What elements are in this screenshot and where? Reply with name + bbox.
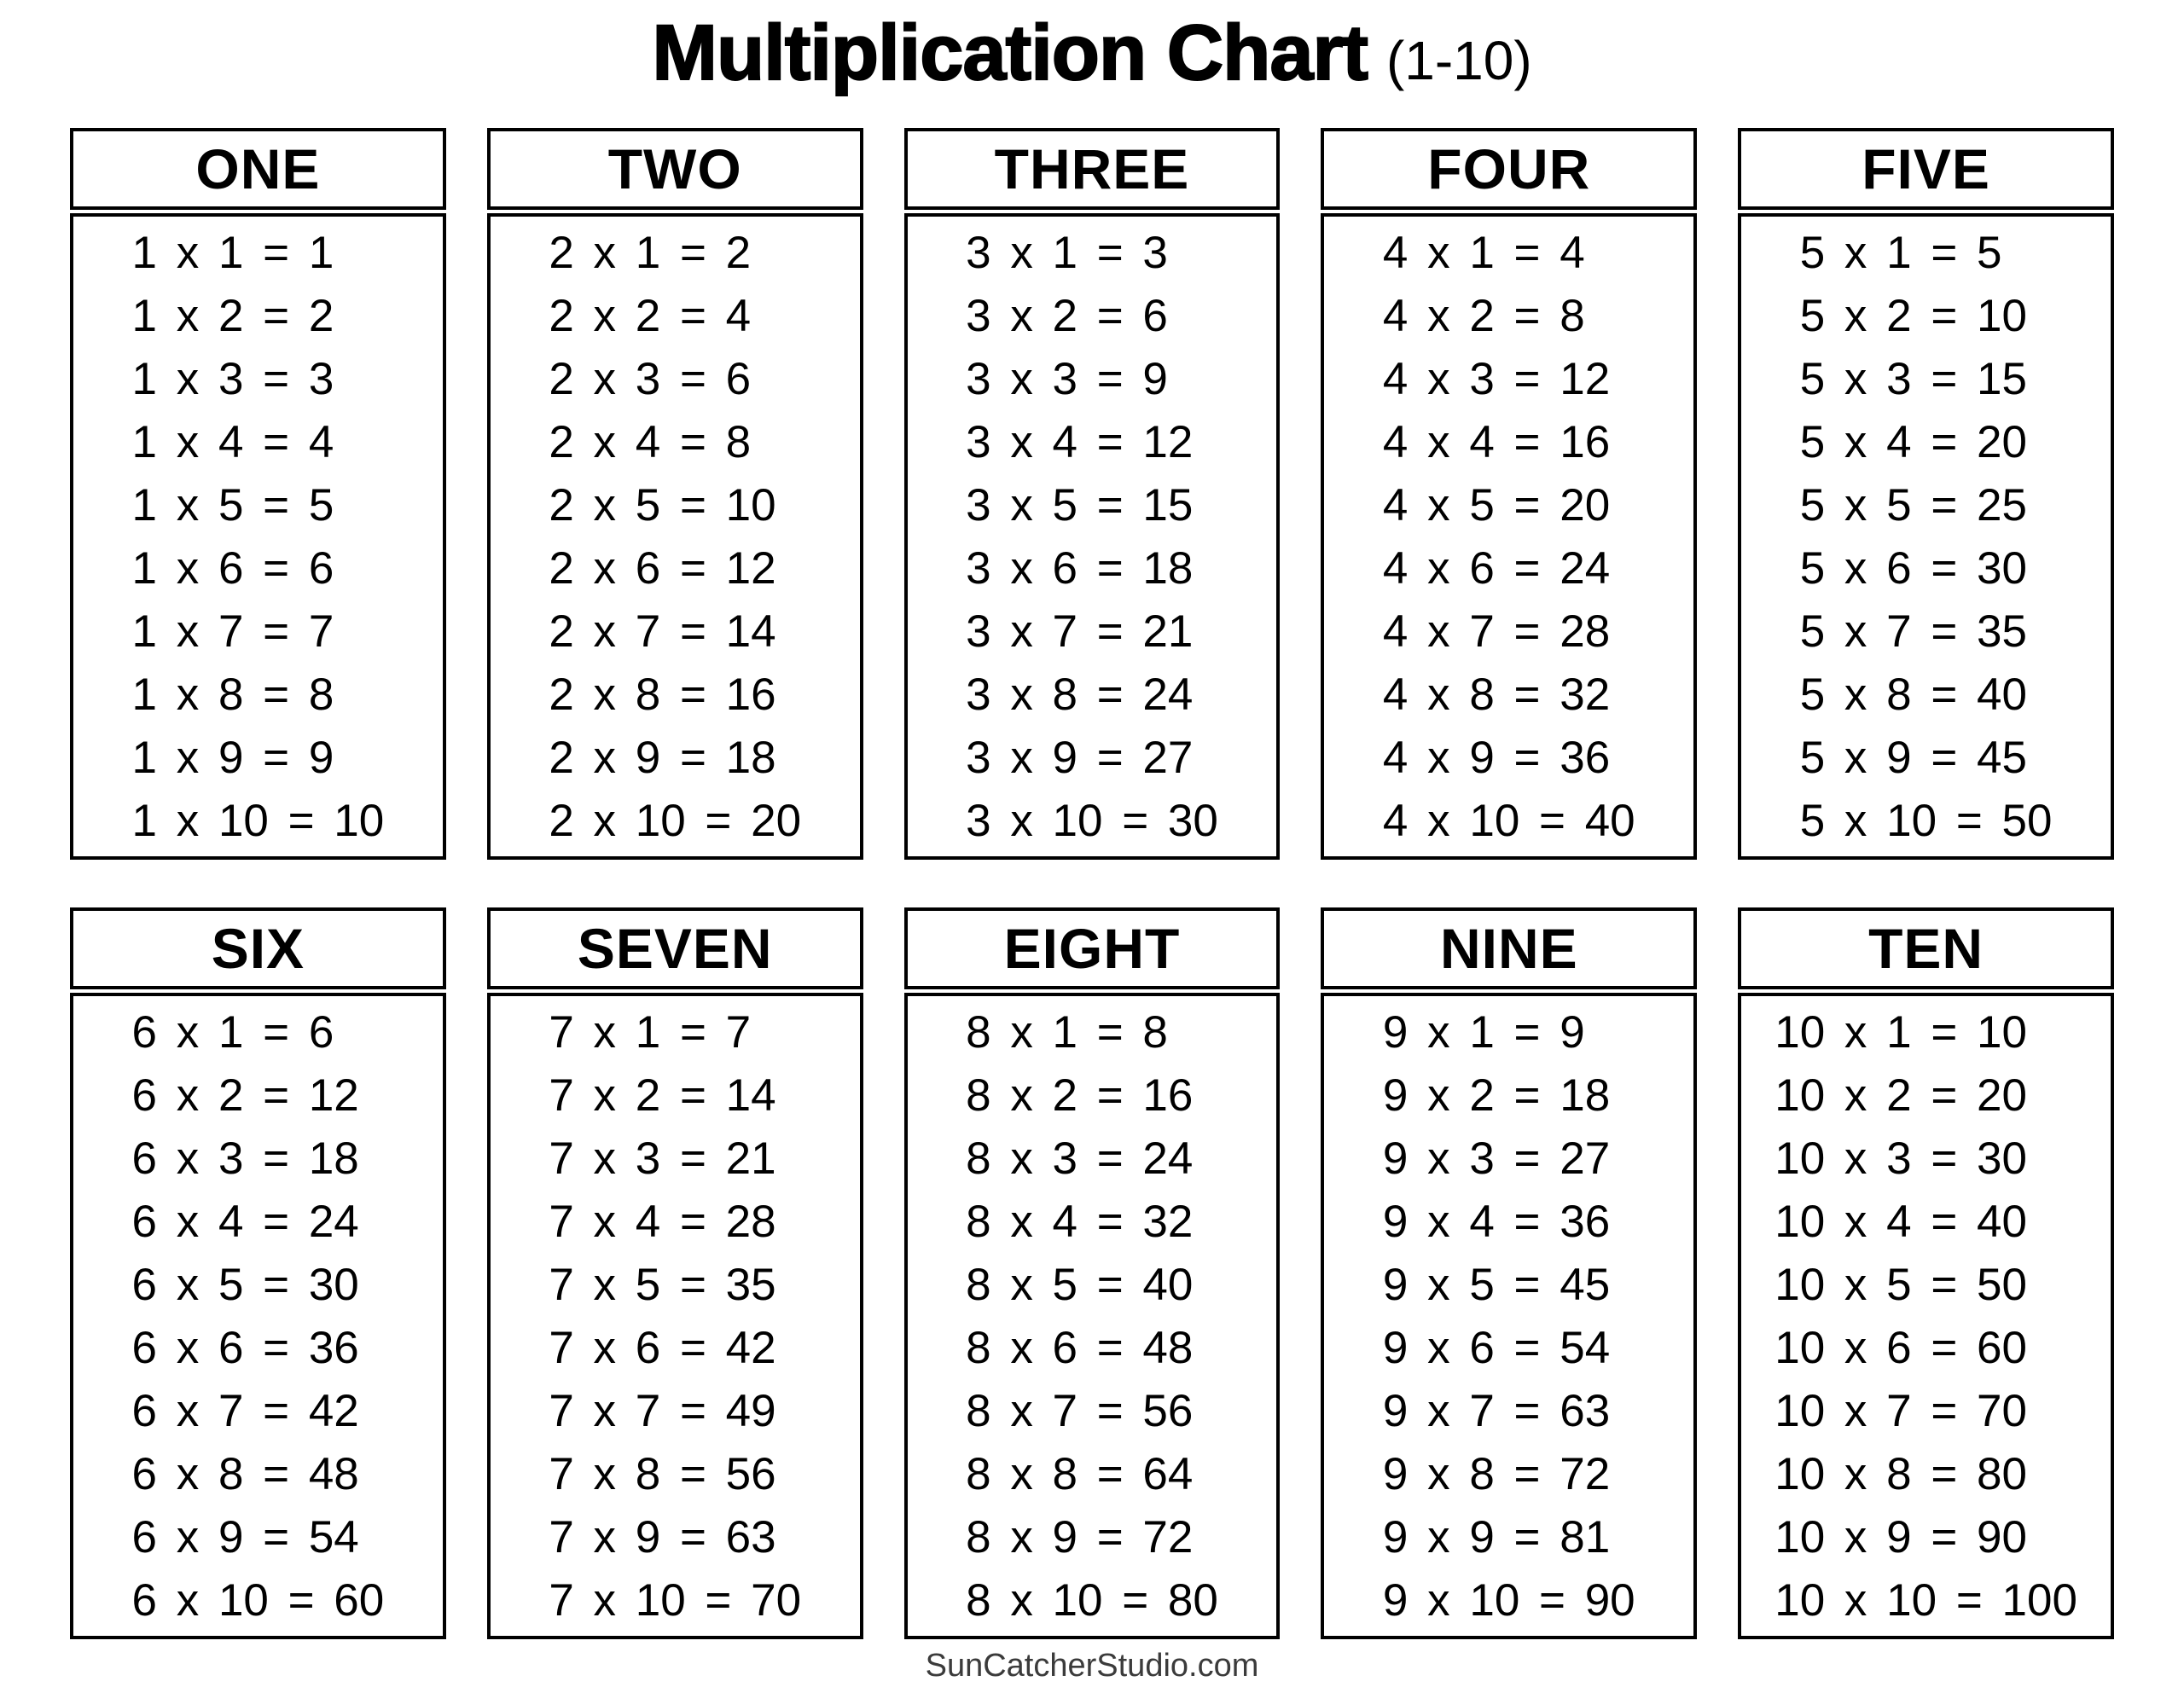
- equation: 6 x 2 = 12: [131, 1070, 359, 1121]
- equation: 10 x 5 = 50: [1774, 1260, 2027, 1310]
- equation: 6 x 6 = 36: [131, 1323, 359, 1373]
- equation: 5 x 3 = 15: [1799, 354, 2027, 404]
- times-table-card: [70, 907, 446, 1639]
- equation: 5 x 10 = 50: [1799, 796, 2053, 846]
- equation: 4 x 4 = 16: [1382, 417, 1611, 467]
- times-table-card: [904, 128, 1281, 860]
- times-table-title: SEVEN: [487, 907, 863, 989]
- equation: 5 x 5 = 25: [1799, 480, 2027, 530]
- equation: 8 x 5 = 40: [966, 1260, 1194, 1310]
- equation: 7 x 1 = 7: [549, 1007, 752, 1058]
- equation: 2 x 7 = 14: [549, 606, 776, 657]
- equation: 8 x 6 = 48: [966, 1323, 1194, 1373]
- equation: 9 x 1 = 9: [1382, 1007, 1585, 1058]
- equation: 2 x 6 = 12: [549, 543, 776, 594]
- equation: 5 x 8 = 40: [1799, 670, 2027, 720]
- times-table-body: [70, 213, 446, 860]
- equation: 2 x 4 = 8: [549, 417, 752, 467]
- equation: 9 x 4 = 36: [1382, 1197, 1611, 1247]
- footer-site-text: SunCatcherStudio.com: [925, 1648, 1259, 1684]
- equation: 10 x 9 = 90: [1774, 1512, 2027, 1562]
- equation: 4 x 3 = 12: [1382, 354, 1611, 404]
- times-table-card: [1321, 907, 1697, 1639]
- times-table-body: [1738, 993, 2114, 1639]
- equation: 1 x 9 = 9: [131, 733, 334, 783]
- equation-list: [132, 222, 385, 853]
- equation: 8 x 2 = 16: [966, 1070, 1194, 1121]
- equation: 4 x 10 = 40: [1382, 796, 1635, 846]
- equation: 1 x 10 = 10: [131, 796, 385, 846]
- equation: 5 x 9 = 45: [1799, 733, 2027, 783]
- equation: 8 x 7 = 56: [966, 1386, 1194, 1436]
- equation: 5 x 2 = 10: [1799, 291, 2027, 341]
- equation: 8 x 4 = 32: [966, 1197, 1194, 1247]
- equation: 1 x 2 = 2: [131, 291, 334, 341]
- equation: 8 x 1 = 8: [966, 1007, 1168, 1058]
- equation: 10 x 3 = 30: [1774, 1133, 2027, 1184]
- times-table-card: [1738, 128, 2114, 860]
- equation: 2 x 1 = 2: [549, 228, 752, 278]
- times-table-card: [1738, 907, 2114, 1639]
- times-table-title: THREE: [904, 128, 1281, 210]
- equation: 1 x 1 = 1: [131, 228, 334, 278]
- times-table-card: [1321, 128, 1697, 860]
- times-table-card: [904, 907, 1281, 1639]
- equation: 4 x 5 = 20: [1382, 480, 1611, 530]
- page-title-main: Multiplication Chart: [652, 9, 1368, 96]
- equation: 6 x 10 = 60: [131, 1575, 385, 1626]
- equation-list: [966, 222, 1218, 853]
- equation: 1 x 3 = 3: [131, 354, 334, 404]
- equation: 6 x 4 = 24: [131, 1197, 359, 1247]
- equation-list: [132, 1001, 385, 1632]
- equation: 5 x 1 = 5: [1799, 228, 2002, 278]
- equation: 3 x 1 = 3: [966, 228, 1168, 278]
- equation: 5 x 7 = 35: [1799, 606, 2027, 657]
- equation: 3 x 9 = 27: [966, 733, 1194, 783]
- equation: 4 x 6 = 24: [1382, 543, 1611, 594]
- equation-list: [1800, 222, 2053, 853]
- times-table-title: FOUR: [1321, 128, 1697, 210]
- equation-list: [1383, 1001, 1635, 1632]
- equation: 2 x 5 = 10: [549, 480, 776, 530]
- equation: 3 x 4 = 12: [966, 417, 1194, 467]
- equation: 7 x 2 = 14: [549, 1070, 776, 1121]
- equation: 1 x 4 = 4: [131, 417, 334, 467]
- equation: 10 x 8 = 80: [1774, 1449, 2027, 1499]
- equation: 8 x 8 = 64: [966, 1449, 1194, 1499]
- equation: 6 x 3 = 18: [131, 1133, 359, 1184]
- equation: 6 x 5 = 30: [131, 1260, 359, 1310]
- equation-list: [966, 1001, 1218, 1632]
- times-table-card: [487, 128, 863, 860]
- times-table-card: [70, 128, 446, 860]
- equation: 7 x 4 = 28: [549, 1197, 776, 1247]
- times-table-body: [1321, 213, 1697, 860]
- equation: 4 x 1 = 4: [1382, 228, 1585, 278]
- equation: 1 x 5 = 5: [131, 480, 334, 530]
- equation: 3 x 10 = 30: [966, 796, 1218, 846]
- equation: 10 x 6 = 60: [1774, 1323, 2027, 1373]
- equation: 4 x 9 = 36: [1382, 733, 1611, 783]
- equation: 6 x 9 = 54: [131, 1512, 359, 1562]
- times-table-title: EIGHT: [904, 907, 1281, 989]
- times-table-title: TEN: [1738, 907, 2114, 989]
- equation: 3 x 5 = 15: [966, 480, 1194, 530]
- equation: 9 x 3 = 27: [1382, 1133, 1611, 1184]
- equation: 9 x 2 = 18: [1382, 1070, 1611, 1121]
- equation: 8 x 3 = 24: [966, 1133, 1194, 1184]
- times-table-body: [904, 213, 1281, 860]
- equation: 7 x 7 = 49: [549, 1386, 776, 1436]
- times-table-body: [70, 993, 446, 1639]
- times-table-title: TWO: [487, 128, 863, 210]
- equation: 10 x 10 = 100: [1774, 1575, 2077, 1626]
- equation: 2 x 3 = 6: [549, 354, 752, 404]
- equation: 9 x 9 = 81: [1382, 1512, 1611, 1562]
- equation: 3 x 2 = 6: [966, 291, 1168, 341]
- equation: 4 x 8 = 32: [1382, 670, 1611, 720]
- times-table-title: FIVE: [1738, 128, 2114, 210]
- page-title: [0, 0, 2184, 121]
- equation: 9 x 6 = 54: [1382, 1323, 1611, 1373]
- equation: 7 x 5 = 35: [549, 1260, 776, 1310]
- equation: 10 x 1 = 10: [1774, 1007, 2027, 1058]
- equation: 4 x 7 = 28: [1382, 606, 1611, 657]
- times-table-body: [1738, 213, 2114, 860]
- equation: 2 x 8 = 16: [549, 670, 776, 720]
- equation: 7 x 6 = 42: [549, 1323, 776, 1373]
- equation: 5 x 4 = 20: [1799, 417, 2027, 467]
- equation: 2 x 2 = 4: [549, 291, 752, 341]
- equation: 1 x 7 = 7: [131, 606, 334, 657]
- footer: [0, 1648, 2184, 1684]
- times-table-title: ONE: [70, 128, 446, 210]
- equation: 6 x 8 = 48: [131, 1449, 359, 1499]
- equation: 2 x 10 = 20: [549, 796, 802, 846]
- equation: 3 x 3 = 9: [966, 354, 1168, 404]
- equation-list: [1774, 1001, 2077, 1632]
- equation: 10 x 2 = 20: [1774, 1070, 2027, 1121]
- equation: 10 x 4 = 40: [1774, 1197, 2027, 1247]
- equation-list: [1383, 222, 1635, 853]
- equation: 6 x 7 = 42: [131, 1386, 359, 1436]
- tables-grid: [0, 121, 2184, 1639]
- times-table-body: [487, 993, 863, 1639]
- equation: 10 x 7 = 70: [1774, 1386, 2027, 1436]
- times-table-body: [487, 213, 863, 860]
- equation: 2 x 9 = 18: [549, 733, 776, 783]
- equation: 7 x 9 = 63: [549, 1512, 776, 1562]
- equation: 8 x 9 = 72: [966, 1512, 1194, 1562]
- equation-list: [549, 222, 801, 853]
- times-table-card: [487, 907, 863, 1639]
- equation: 7 x 8 = 56: [549, 1449, 776, 1499]
- times-table-title: SIX: [70, 907, 446, 989]
- equation: 3 x 7 = 21: [966, 606, 1194, 657]
- page-title-range: (1-10): [1385, 30, 1532, 91]
- times-table-body: [904, 993, 1281, 1639]
- equation-list: [549, 1001, 801, 1632]
- equation: 1 x 8 = 8: [131, 670, 334, 720]
- equation: 7 x 3 = 21: [549, 1133, 776, 1184]
- equation: 7 x 10 = 70: [549, 1575, 802, 1626]
- equation: 3 x 8 = 24: [966, 670, 1194, 720]
- equation: 8 x 10 = 80: [966, 1575, 1218, 1626]
- equation: 9 x 8 = 72: [1382, 1449, 1611, 1499]
- times-table-body: [1321, 993, 1697, 1639]
- equation: 9 x 7 = 63: [1382, 1386, 1611, 1436]
- equation: 4 x 2 = 8: [1382, 291, 1585, 341]
- equation: 5 x 6 = 30: [1799, 543, 2027, 594]
- equation: 9 x 5 = 45: [1382, 1260, 1611, 1310]
- equation: 3 x 6 = 18: [966, 543, 1194, 594]
- equation: 1 x 6 = 6: [131, 543, 334, 594]
- equation: 6 x 1 = 6: [131, 1007, 334, 1058]
- times-table-title: NINE: [1321, 907, 1697, 989]
- equation: 9 x 10 = 90: [1382, 1575, 1635, 1626]
